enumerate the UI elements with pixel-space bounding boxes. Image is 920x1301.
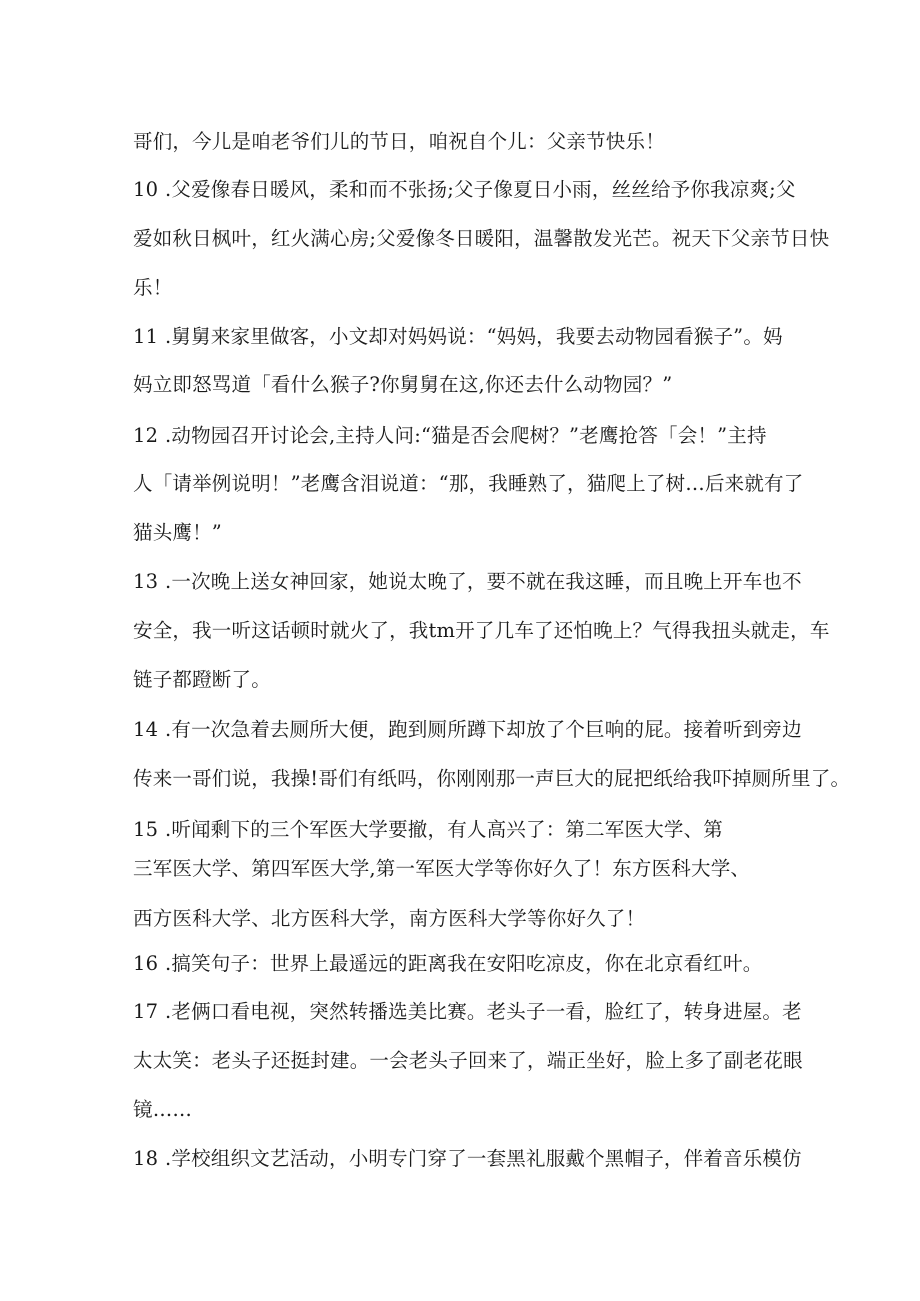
list-item-14 [133, 717, 802, 743]
item-number: 17 [133, 1000, 159, 1023]
text-line: 安全，我一听这话顿时就火了，我tm开了几车了还怕晚上？气得我扭头就走，车 [133, 619, 830, 642]
item-dot: . [165, 818, 172, 841]
item-text: 一次晚上送女神回家，她说太晚了，要不就在我这睡，而且晚上开车也不 [171, 570, 802, 593]
item-text: 父爱像春日暖风，柔和而不张扬;父子像夏日小雨，丝丝给予你我凉爽;父 [171, 178, 796, 201]
item-dot: . [165, 178, 172, 201]
list-item-11 [133, 324, 783, 350]
list-item-17 [133, 999, 802, 1025]
text-line: 三军医大学、第四军医大学,第一军医大学等你好久了！东方医科大学、 [133, 857, 751, 880]
item-text: 舅舅来家里做客，小文却对妈妈说：“妈妈，我要去动物园看猴子”。妈 [171, 325, 783, 348]
item-number: 12 [133, 424, 159, 447]
item-dot: . [165, 1147, 172, 1170]
item-text: 老俩口看电视，突然转播选美比赛。老头子一看，脸红了，转身进屋。老 [171, 1000, 802, 1023]
item-text: 动物园召开讨论会,主持人问:“猫是否会爬树？”老鹰抢答「会！”主持 [171, 424, 767, 447]
item-dot: . [165, 1000, 172, 1023]
text-line: 传来一哥们说，我操!哥们有纸吗，你刚刚那一声巨大的屁把纸给我吓掉厕所里了。 [133, 767, 851, 790]
text-line: 哥们，今儿是咱老爷们儿的节日，咱祝自个儿：父亲节快乐！ [133, 130, 665, 153]
item-dot: . [165, 718, 172, 741]
text-line: 西方医科大学、北方医科大学，南方医科大学等你好久了！ [133, 907, 646, 930]
item-number: 14 [133, 718, 159, 741]
item-number: 16 [133, 952, 159, 975]
item-dot: . [165, 424, 172, 447]
text-line: 人「请举例说明！”老鹰含泪说道：“那，我睡熟了，猫爬上了树…后来就有了 [133, 472, 804, 495]
text-line: 链子都蹬断了。 [133, 668, 271, 691]
item-dot: . [165, 952, 172, 975]
text-line: 乐！ [133, 276, 173, 299]
list-item-12 [133, 423, 767, 449]
text-line: 妈立即怒骂道「看什么猴子?你舅舅在这,你还去什么动物园？” [133, 373, 673, 396]
item-text: 搞笑句子：世界上最遥远的距离我在安阳吃凉皮，你在北京看红叶。 [171, 952, 763, 975]
item-number: 11 [133, 325, 159, 348]
list-item-10 [133, 177, 796, 203]
list-item-13 [133, 569, 802, 595]
item-number: 13 [133, 570, 159, 593]
text-line: 猫头鹰！” [133, 521, 222, 544]
text-line: 太太笑：老头子还挺封建。一会老头子回来了，端正坐好，脸上多了副老花眼 [133, 1049, 803, 1072]
text-line: 爱如秋日枫叶，红火满心房;父爱像冬日暖阳，温馨散发光芒。祝天下父亲节日快 [133, 227, 830, 250]
list-item-16 [133, 951, 762, 977]
item-number: 15 [133, 818, 159, 841]
text-line: 镜…… [133, 1098, 193, 1121]
list-item-15 [133, 817, 723, 843]
item-text: 听闻剩下的三个军医大学要撤，有人高兴了：第二军医大学、第 [171, 818, 724, 841]
item-text: 有一次急着去厕所大便，跑到厕所蹲下却放了个巨响的屁。接着听到旁边 [171, 718, 802, 741]
item-text: 学校组织文艺活动，小明专门穿了一套黑礼服戴个黑帽子，伴着音乐模仿 [171, 1147, 802, 1170]
item-dot: . [165, 570, 172, 593]
list-item-18 [133, 1146, 802, 1172]
item-number: 18 [133, 1147, 159, 1170]
item-number: 10 [133, 178, 159, 201]
item-dot: . [165, 325, 172, 348]
